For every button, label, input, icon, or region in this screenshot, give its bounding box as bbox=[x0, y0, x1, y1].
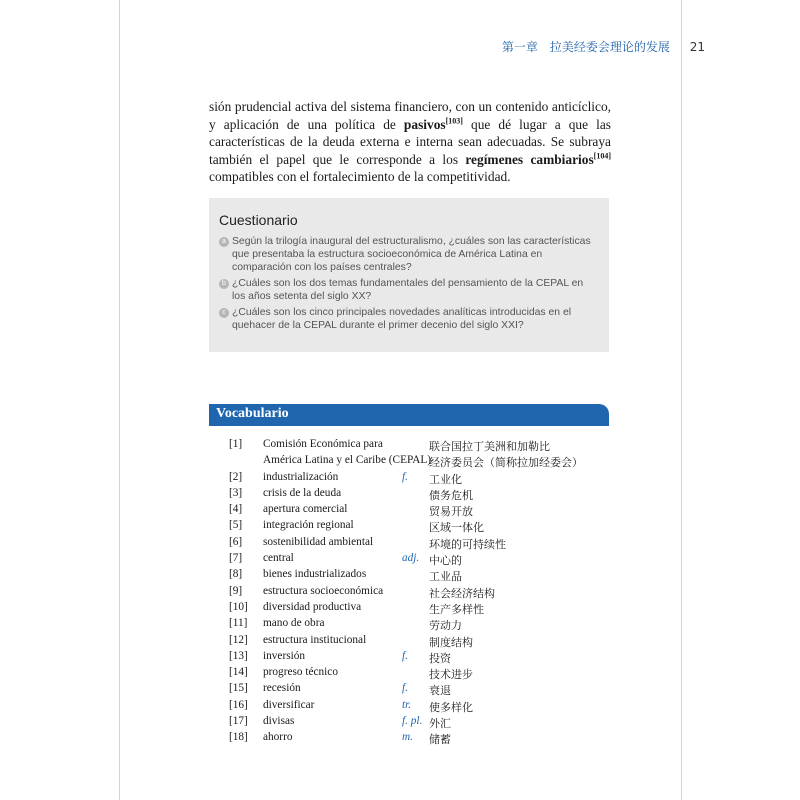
vocab-number: [8] bbox=[229, 568, 243, 581]
vocab-translation: 制度结构 bbox=[429, 635, 473, 649]
vocab-row bbox=[229, 634, 609, 650]
vocab-number: [16] bbox=[229, 698, 248, 711]
vocab-part-of-speech: f. pl. bbox=[402, 715, 423, 728]
vocabulary-list bbox=[229, 438, 609, 748]
vocab-translation: 贸易开放 bbox=[429, 505, 473, 519]
quiz-item bbox=[219, 277, 599, 303]
vocab-number: [2] bbox=[229, 470, 243, 483]
vocab-number: [9] bbox=[229, 584, 243, 597]
vocab-part-of-speech: f. bbox=[402, 649, 408, 662]
vocab-translation: 衰退 bbox=[429, 684, 451, 698]
vocab-translation: 环境的可持续性 bbox=[429, 537, 506, 551]
paragraph-text-1: sión prudencial activa del sistema financiero, con un contenido anticíclico, y aplicación de una política de bbox=[209, 99, 611, 132]
badge-b-icon: b bbox=[219, 279, 229, 289]
vocab-term: recesión bbox=[263, 682, 301, 695]
vocab-row bbox=[229, 568, 609, 584]
vocab-translation: 生产多样性 bbox=[429, 602, 484, 616]
vocab-term: crisis de la deuda bbox=[263, 486, 342, 499]
vocab-number: [12] bbox=[229, 633, 248, 646]
vocab-term: ahorro bbox=[263, 731, 293, 744]
quiz-item bbox=[219, 235, 599, 274]
body-paragraph bbox=[209, 98, 611, 186]
quiz-item bbox=[219, 306, 599, 332]
vocab-term: mano de obra bbox=[263, 617, 325, 630]
quiz-question: Según la trilogía inaugural del estructuralismo, ¿cuáles son las características que presentaba la estructura socioeconómica de América Latina en comparación con los países centrales? bbox=[232, 236, 591, 273]
vocab-number: [5] bbox=[229, 519, 243, 532]
vocab-term: estructura institucional bbox=[263, 633, 367, 646]
vocab-row bbox=[229, 601, 609, 617]
vocab-number: [15] bbox=[229, 682, 248, 695]
vocab-term: integración regional bbox=[263, 519, 354, 532]
vocab-term: inversión bbox=[263, 649, 306, 662]
vocab-translation-continued: 经济委员会（简称拉加经委会） bbox=[429, 456, 583, 469]
vocab-term: apertura comercial bbox=[263, 503, 348, 516]
vocab-row bbox=[229, 617, 609, 633]
vocab-translation: 联合国拉丁美洲和加勒比 bbox=[429, 440, 550, 453]
vocab-row bbox=[229, 536, 609, 552]
cuestionario-box bbox=[209, 198, 609, 352]
vocab-translation: 社会经济结构 bbox=[429, 586, 495, 600]
cuestionario-title: Cuestionario bbox=[219, 212, 298, 228]
vocab-part-of-speech: m. bbox=[402, 731, 413, 744]
vocab-row bbox=[229, 552, 609, 568]
chapter-title: 第一章 拉美经委会理论的发展 bbox=[501, 40, 670, 54]
vocab-translation: 工业品 bbox=[429, 570, 462, 584]
term-regimenes-cambiarios: regímenes cambiarios bbox=[465, 151, 594, 167]
vocab-term: sostenibilidad ambiental bbox=[263, 535, 374, 548]
vocab-row bbox=[229, 715, 609, 731]
vocabulario-header-bar bbox=[209, 404, 609, 426]
vocab-term: Comisión Económica para bbox=[263, 438, 383, 450]
vocab-row bbox=[229, 471, 609, 487]
vocab-translation: 区域一体化 bbox=[429, 521, 484, 535]
vocab-row bbox=[229, 585, 609, 601]
vocab-term: diversidad productiva bbox=[263, 600, 362, 613]
vocab-translation: 使多样化 bbox=[429, 700, 473, 714]
paragraph-text-3: compatibles con el fortalecimiento de la competitividad. bbox=[209, 169, 511, 185]
vocab-row bbox=[229, 438, 609, 471]
vocab-number: [17] bbox=[229, 715, 248, 728]
vocab-row bbox=[229, 519, 609, 535]
vocab-row bbox=[229, 650, 609, 666]
vocab-term: industrialización bbox=[263, 470, 339, 483]
term-pasivos: pasivos bbox=[403, 116, 446, 132]
vocab-translation: 债务危机 bbox=[429, 488, 473, 502]
vocab-number: [7] bbox=[229, 552, 243, 565]
vocabulario-title: Vocabulario bbox=[216, 406, 289, 421]
vocab-term: diversificar bbox=[263, 698, 315, 711]
vocab-number: [11] bbox=[229, 617, 248, 630]
vocab-term: central bbox=[263, 552, 294, 565]
page-number: 21 bbox=[689, 40, 705, 54]
vocab-translation: 外汇 bbox=[429, 717, 451, 731]
vocab-part-of-speech: f. bbox=[402, 470, 408, 483]
vocab-number: [4] bbox=[229, 503, 243, 516]
vocab-number: [13] bbox=[229, 649, 248, 662]
vocab-row bbox=[229, 503, 609, 519]
vocab-translation: 投资 bbox=[429, 651, 451, 665]
vocab-row bbox=[229, 731, 609, 747]
badge-c-icon: c bbox=[219, 308, 229, 318]
footnote-ref-104: [104] bbox=[593, 151, 611, 161]
vocab-translation: 中心的 bbox=[429, 554, 462, 568]
vocab-part-of-speech: tr. bbox=[402, 698, 412, 711]
vocab-term: progreso técnico bbox=[263, 666, 338, 679]
vocab-number: [3] bbox=[229, 486, 243, 499]
vocab-row bbox=[229, 666, 609, 682]
vocab-term: estructura socioeconómica bbox=[263, 584, 384, 597]
vocab-row bbox=[229, 699, 609, 715]
vocab-number: [6] bbox=[229, 535, 243, 548]
vocab-row bbox=[229, 682, 609, 698]
vocab-number: [1] bbox=[229, 438, 243, 450]
vocab-term: bienes industrializados bbox=[263, 568, 367, 581]
vocab-part-of-speech: adj. bbox=[402, 552, 420, 565]
vocab-translation: 工业化 bbox=[429, 472, 462, 486]
vocab-part-of-speech: f. bbox=[402, 682, 408, 695]
quiz-question: ¿Cuáles son los cinco principales novedades analíticas introducidas en el quehacer de la CEPAL durante el primer decenio del siglo XXI? bbox=[232, 307, 572, 331]
footnote-ref-103: [103] bbox=[445, 116, 463, 126]
vocab-term-continued: América Latina y el Caribe (CEPAL) bbox=[263, 454, 432, 466]
vocab-number: [10] bbox=[229, 600, 248, 613]
vocab-number: [18] bbox=[229, 731, 248, 744]
vocab-number: [14] bbox=[229, 666, 248, 679]
vocab-translation: 技术进步 bbox=[429, 668, 473, 682]
running-header bbox=[502, 38, 705, 55]
vocab-translation: 储蓄 bbox=[429, 733, 451, 747]
vocab-translation: 劳动力 bbox=[429, 619, 462, 633]
vocab-row bbox=[229, 487, 609, 503]
badge-a-icon: a bbox=[219, 237, 229, 247]
paragraph-text-2: que dé lugar a que las características de la deuda externa e interna sean adecuadas. Se subraya también el papel que le corresponde a los bbox=[209, 116, 611, 167]
vocab-term: divisas bbox=[263, 715, 295, 728]
quiz-question: ¿Cuáles son los dos temas fundamentales del pensamiento de la CEPAL en los años setenta del siglo XX? bbox=[232, 278, 584, 302]
